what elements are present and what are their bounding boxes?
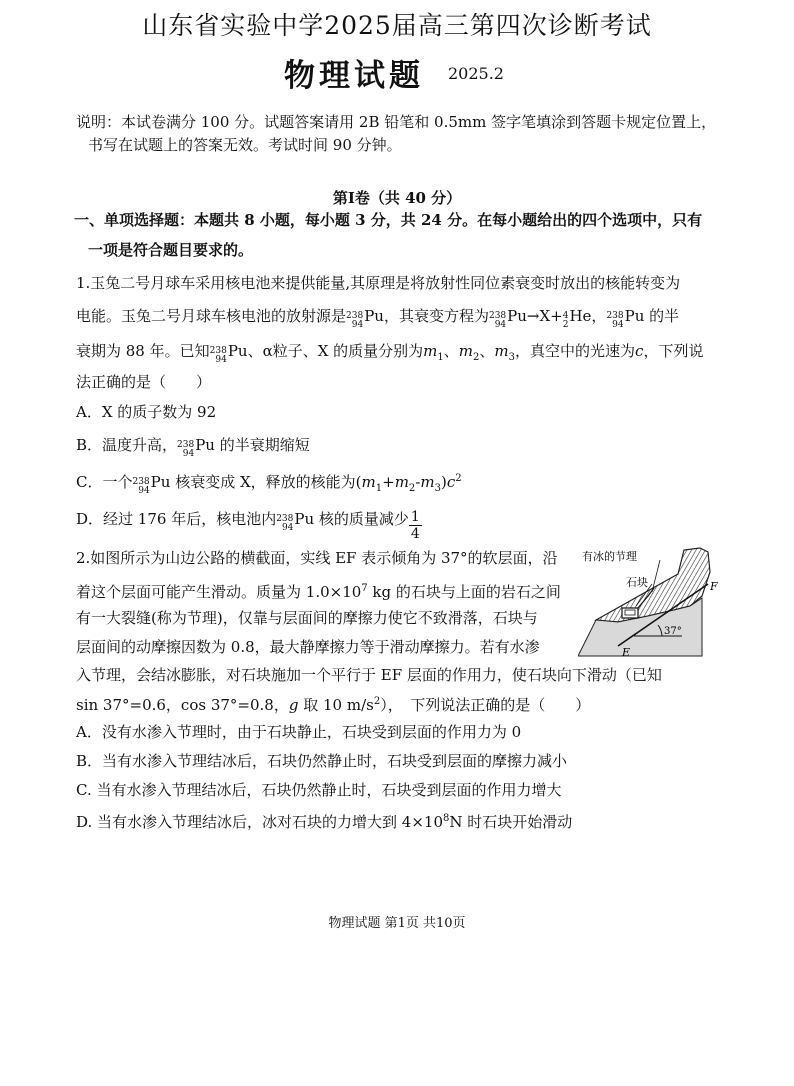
q1-option-a: A．X 的质子数为 92: [76, 403, 217, 421]
subscript: 3: [434, 483, 441, 494]
fraction-one-quarter: [409, 509, 422, 542]
subscript: 1: [375, 483, 383, 494]
subscript: 2: [473, 352, 480, 363]
isotope-mass-number: 238: [209, 346, 227, 356]
q2-text: kg 的石块与上面的岩石之间: [367, 583, 561, 601]
isotope-pu-label: [606, 312, 623, 330]
exam-title: 山东省实验中学2025届高三第四次诊断考试: [142, 11, 652, 40]
var-m: m: [361, 473, 376, 491]
q1-text: +: [382, 473, 395, 491]
q1-stem-line-2: [76, 306, 679, 330]
q1-text: Pu→X+: [507, 307, 563, 325]
q2-option-c: C. 当有水渗入节理结冰后，石块仍然静止时，石块受到层面的作用力增大: [76, 781, 562, 799]
subscript: 2: [408, 483, 416, 494]
q1-stem-line-4: 法正确的是（ ）: [76, 373, 212, 391]
q1-option-c: [76, 469, 462, 499]
q1-text: ): [440, 473, 447, 491]
superscript: 2: [373, 696, 381, 707]
q2-stem-line-4: 层面间的动摩擦因数为 0.8，最大静摩擦力等于滑动摩擦力。若有水渗: [76, 638, 540, 656]
q2-text: 着这个层面可能产生滑动。质量为 1.0×10: [76, 583, 362, 601]
part-heading-line-1: 一、单项选择题：本题共 8 小题，每小题 3 分，共 24 分。在每小题给出的四个选项中，只有: [74, 211, 703, 229]
fraction-numerator: 1: [410, 509, 420, 525]
superscript: 8: [443, 813, 450, 824]
isotope-mass-number: 238: [132, 477, 150, 487]
isotope-pu-label: [276, 515, 293, 533]
subject-title: 物理试题: [284, 58, 424, 94]
q2-text: ）， 下列说法正确的是（ ）: [380, 696, 591, 714]
isotope-pu-label: [132, 478, 149, 496]
q1-text: Pu 的半衰期缩短: [195, 436, 310, 454]
var-m: m: [458, 342, 474, 360]
label-rock: 石块: [626, 576, 648, 589]
page-footer: 物理试题 第1页 共10页: [328, 916, 466, 931]
isotope-mass-number: 238: [276, 514, 294, 524]
q1-text: 、: [479, 342, 495, 360]
q2-text: sin 37°=0.6，cos 37°=0.8，: [76, 696, 289, 714]
isotope-pu-label: [346, 312, 363, 330]
q1-text: -: [415, 473, 421, 491]
exam-date: 2025.2: [448, 64, 504, 83]
q1-text: Pu，其衰变方程为: [364, 307, 489, 325]
isotope-mass-number: 4: [562, 311, 569, 321]
isotope-he-label: [563, 312, 569, 330]
isotope-atomic-number: 94: [612, 320, 624, 330]
q1-text: B．温度升高，: [76, 436, 178, 454]
q1-text: ，真空中的光速为: [515, 342, 636, 360]
isotope-pu-label: [489, 312, 506, 330]
subscript: 3: [508, 352, 516, 363]
var-m: m: [423, 342, 438, 360]
label-f: F: [710, 580, 718, 593]
var-m: m: [420, 473, 435, 491]
q1-stem-line-3: [76, 341, 703, 368]
q2-stem-line-6: [76, 692, 590, 715]
isotope-mass-number: 238: [346, 311, 364, 321]
q2-stem-line-1: 2.如图所示为山边公路的横截面，实线 EF 表示倾角为 37°的软层面，沿: [76, 549, 558, 567]
q1-text: 、: [443, 342, 459, 360]
q2-stem-line-2: [76, 579, 561, 602]
q2-text: 取 10 m/s: [298, 696, 374, 714]
q2-stem-line-5: 入节理，会结冰膨胀，对石块施加一个平行于 EF 层面的作用力，使石块向下滑动（已知: [76, 666, 662, 684]
q1-text: Pu 核的质量减少: [294, 510, 409, 528]
q1-text: 电能。玉兔二号月球车核电池的放射源是: [76, 307, 347, 325]
q1-text: ，下列说: [643, 342, 704, 360]
var-c: c: [635, 342, 644, 360]
var-m: m: [494, 342, 509, 360]
isotope-mass-number: 238: [606, 311, 624, 321]
q1-text: He，: [569, 307, 607, 325]
q2-text: D. 当有水渗入节理结冰后，冰对石块的力增大到 4×10: [76, 813, 443, 831]
q1-option-b: [76, 435, 310, 459]
isotope-atomic-number: 94: [138, 486, 150, 496]
q2-text: N 时石块开始滑动: [449, 813, 573, 831]
isotope-mass-number: 238: [488, 311, 507, 321]
label-angle: 37°: [664, 626, 682, 637]
instructions-line-1: 说明：本试卷满分 100 分。试题答案请用 2B 铅笔和 0.5mm 签字笔填涂到答题卡规定位置上，: [76, 113, 717, 131]
var-g: g: [288, 696, 299, 714]
label-e: E: [622, 646, 631, 658]
slope-diagram: [578, 546, 718, 658]
q2-option-b: B．当有水渗入节理结冰后，石块仍然静止时，石块受到层面的摩擦力减小: [76, 752, 568, 770]
q2-stem-line-3: 有一大裂缝(称为节理)，仅靠与层面间的摩擦力使它不致滑落，石块与: [76, 609, 538, 627]
isotope-pu-label: [177, 441, 194, 459]
superscript: 2: [455, 473, 462, 484]
q2-option-d: [76, 809, 572, 832]
superscript: 7: [361, 583, 368, 594]
isotope-atomic-number: 94: [281, 523, 294, 533]
fraction-denominator: 4: [410, 526, 420, 542]
isotope-pu-label: [210, 347, 227, 365]
rock-block-inner: [625, 610, 635, 615]
q1-text: Pu、α粒子、X 的质量分别为: [227, 342, 424, 360]
q2-option-a: A．没有水渗入节理时，由于石块静止，石块受到层面的作用力为 0: [76, 723, 522, 741]
subscript: 1: [437, 352, 444, 363]
q1-text: 衰期为 88 年。已知: [76, 342, 210, 360]
q1-option-d: [76, 509, 422, 542]
isotope-mass-number: 238: [177, 440, 195, 450]
isotope-atomic-number: 2: [562, 320, 569, 330]
isotope-atomic-number: 94: [494, 320, 507, 330]
label-ice-joint: 有冰的节理: [582, 550, 637, 563]
section-title: 第Ⅰ卷（共 40 分）: [332, 189, 462, 207]
isotope-atomic-number: 94: [215, 355, 227, 365]
q1-text: D．经过 176 年后，核电池内: [76, 510, 277, 528]
var-m: m: [394, 473, 409, 491]
q1-text: Pu 核衰变成 X，释放的核能为(: [150, 473, 362, 491]
q1-text: Pu 的半: [624, 307, 680, 325]
isotope-atomic-number: 94: [351, 320, 364, 330]
q1-text: C．一个: [76, 473, 133, 491]
isotope-atomic-number: 94: [182, 449, 195, 459]
instructions-line-2: 书写在试题上的答案无效。考试时间 90 分钟。: [88, 136, 402, 154]
var-c: c: [446, 473, 456, 491]
part-heading-line-2: 一项是符合题目要求的。: [88, 241, 254, 259]
q1-stem-line-1: 1.玉兔二号月球车采用核电池来提供能量,其原理是将放射性同位素衰变时放出的核能转变为: [76, 274, 681, 292]
